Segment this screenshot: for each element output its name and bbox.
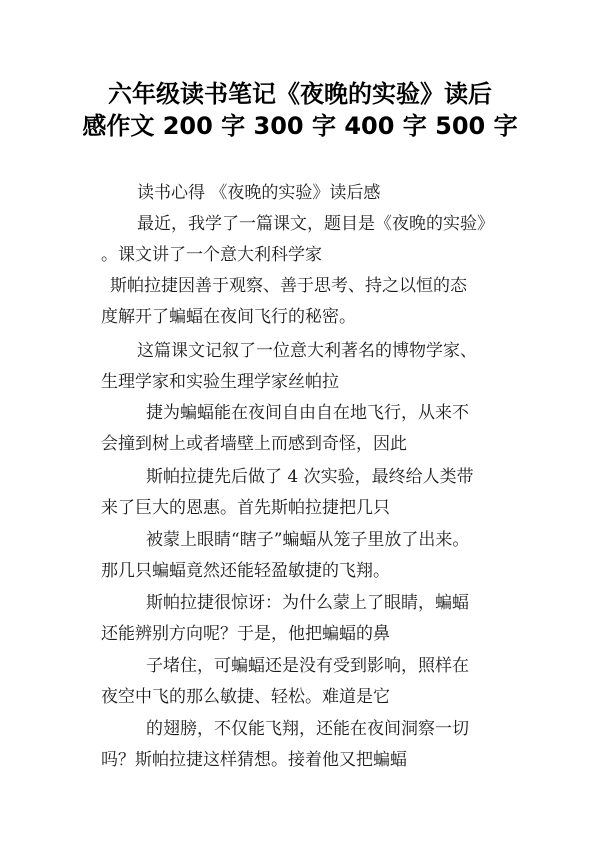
body-line: 斯帕拉捷很惊讶：为什么蒙上了眼睛，蝙蝠 <box>146 593 469 613</box>
body-line: 度解开了蝙蝠在夜间飞行的秘密。 <box>101 307 356 327</box>
body-line: 还能辨别方向呢？于是，他把蝙蝠的鼻 <box>101 624 390 644</box>
body-line: 那几只蝙蝠竟然还能轻盈敏捷的飞翔。 <box>101 561 390 581</box>
body-line: 来了巨大的恩惠。首先斯帕拉捷把几只 <box>101 498 390 518</box>
body-line: 斯帕拉捷先后做了 4 次实验，最终给人类带 <box>146 467 474 487</box>
body-line: 生理学家和实验生理学家丝帕拉 <box>101 372 339 392</box>
document-title-line-1: 六年级读书笔记《夜晚的实验》读后 <box>108 80 492 108</box>
body-line: 。课文讲了一个意大利科学家 <box>101 245 322 265</box>
body-line: 最近，我学了一篇课文，题目是《夜晚的实验》 <box>137 214 494 234</box>
body-line: 这篇课文记叙了一位意大利著名的博物学家、 <box>137 341 477 361</box>
body-line: 捷为蝙蝠能在夜间自由自在地飞行，从来不 <box>146 403 469 423</box>
body-line: 吗？斯帕拉捷这样猜想。接着他又把蝙蝠 <box>101 750 407 770</box>
document-title-line-2: 感作文 200 字 300 字 400 字 500 字 <box>82 112 518 140</box>
body-line: 斯帕拉捷因善于观察、善于思考、持之以恒的态 <box>110 276 467 296</box>
body-line: 读书心得 《夜晚的实验》读后感 <box>137 183 381 203</box>
body-line: 子堵住，可蝙蝠还是没有受到影响，照样在 <box>146 656 469 676</box>
body-line: 夜空中飞的那么敏捷、轻松。难道是它 <box>101 687 390 707</box>
body-line: 被蒙上眼睛“瞎子”蝙蝠从笼子里放了出来。 <box>146 530 470 550</box>
body-line: 的翅膀，不仅能飞翔，还能在夜间洞察一切 <box>146 719 469 739</box>
body-line: 会撞到树上或者墙壁上而感到奇怪，因此 <box>101 434 407 454</box>
